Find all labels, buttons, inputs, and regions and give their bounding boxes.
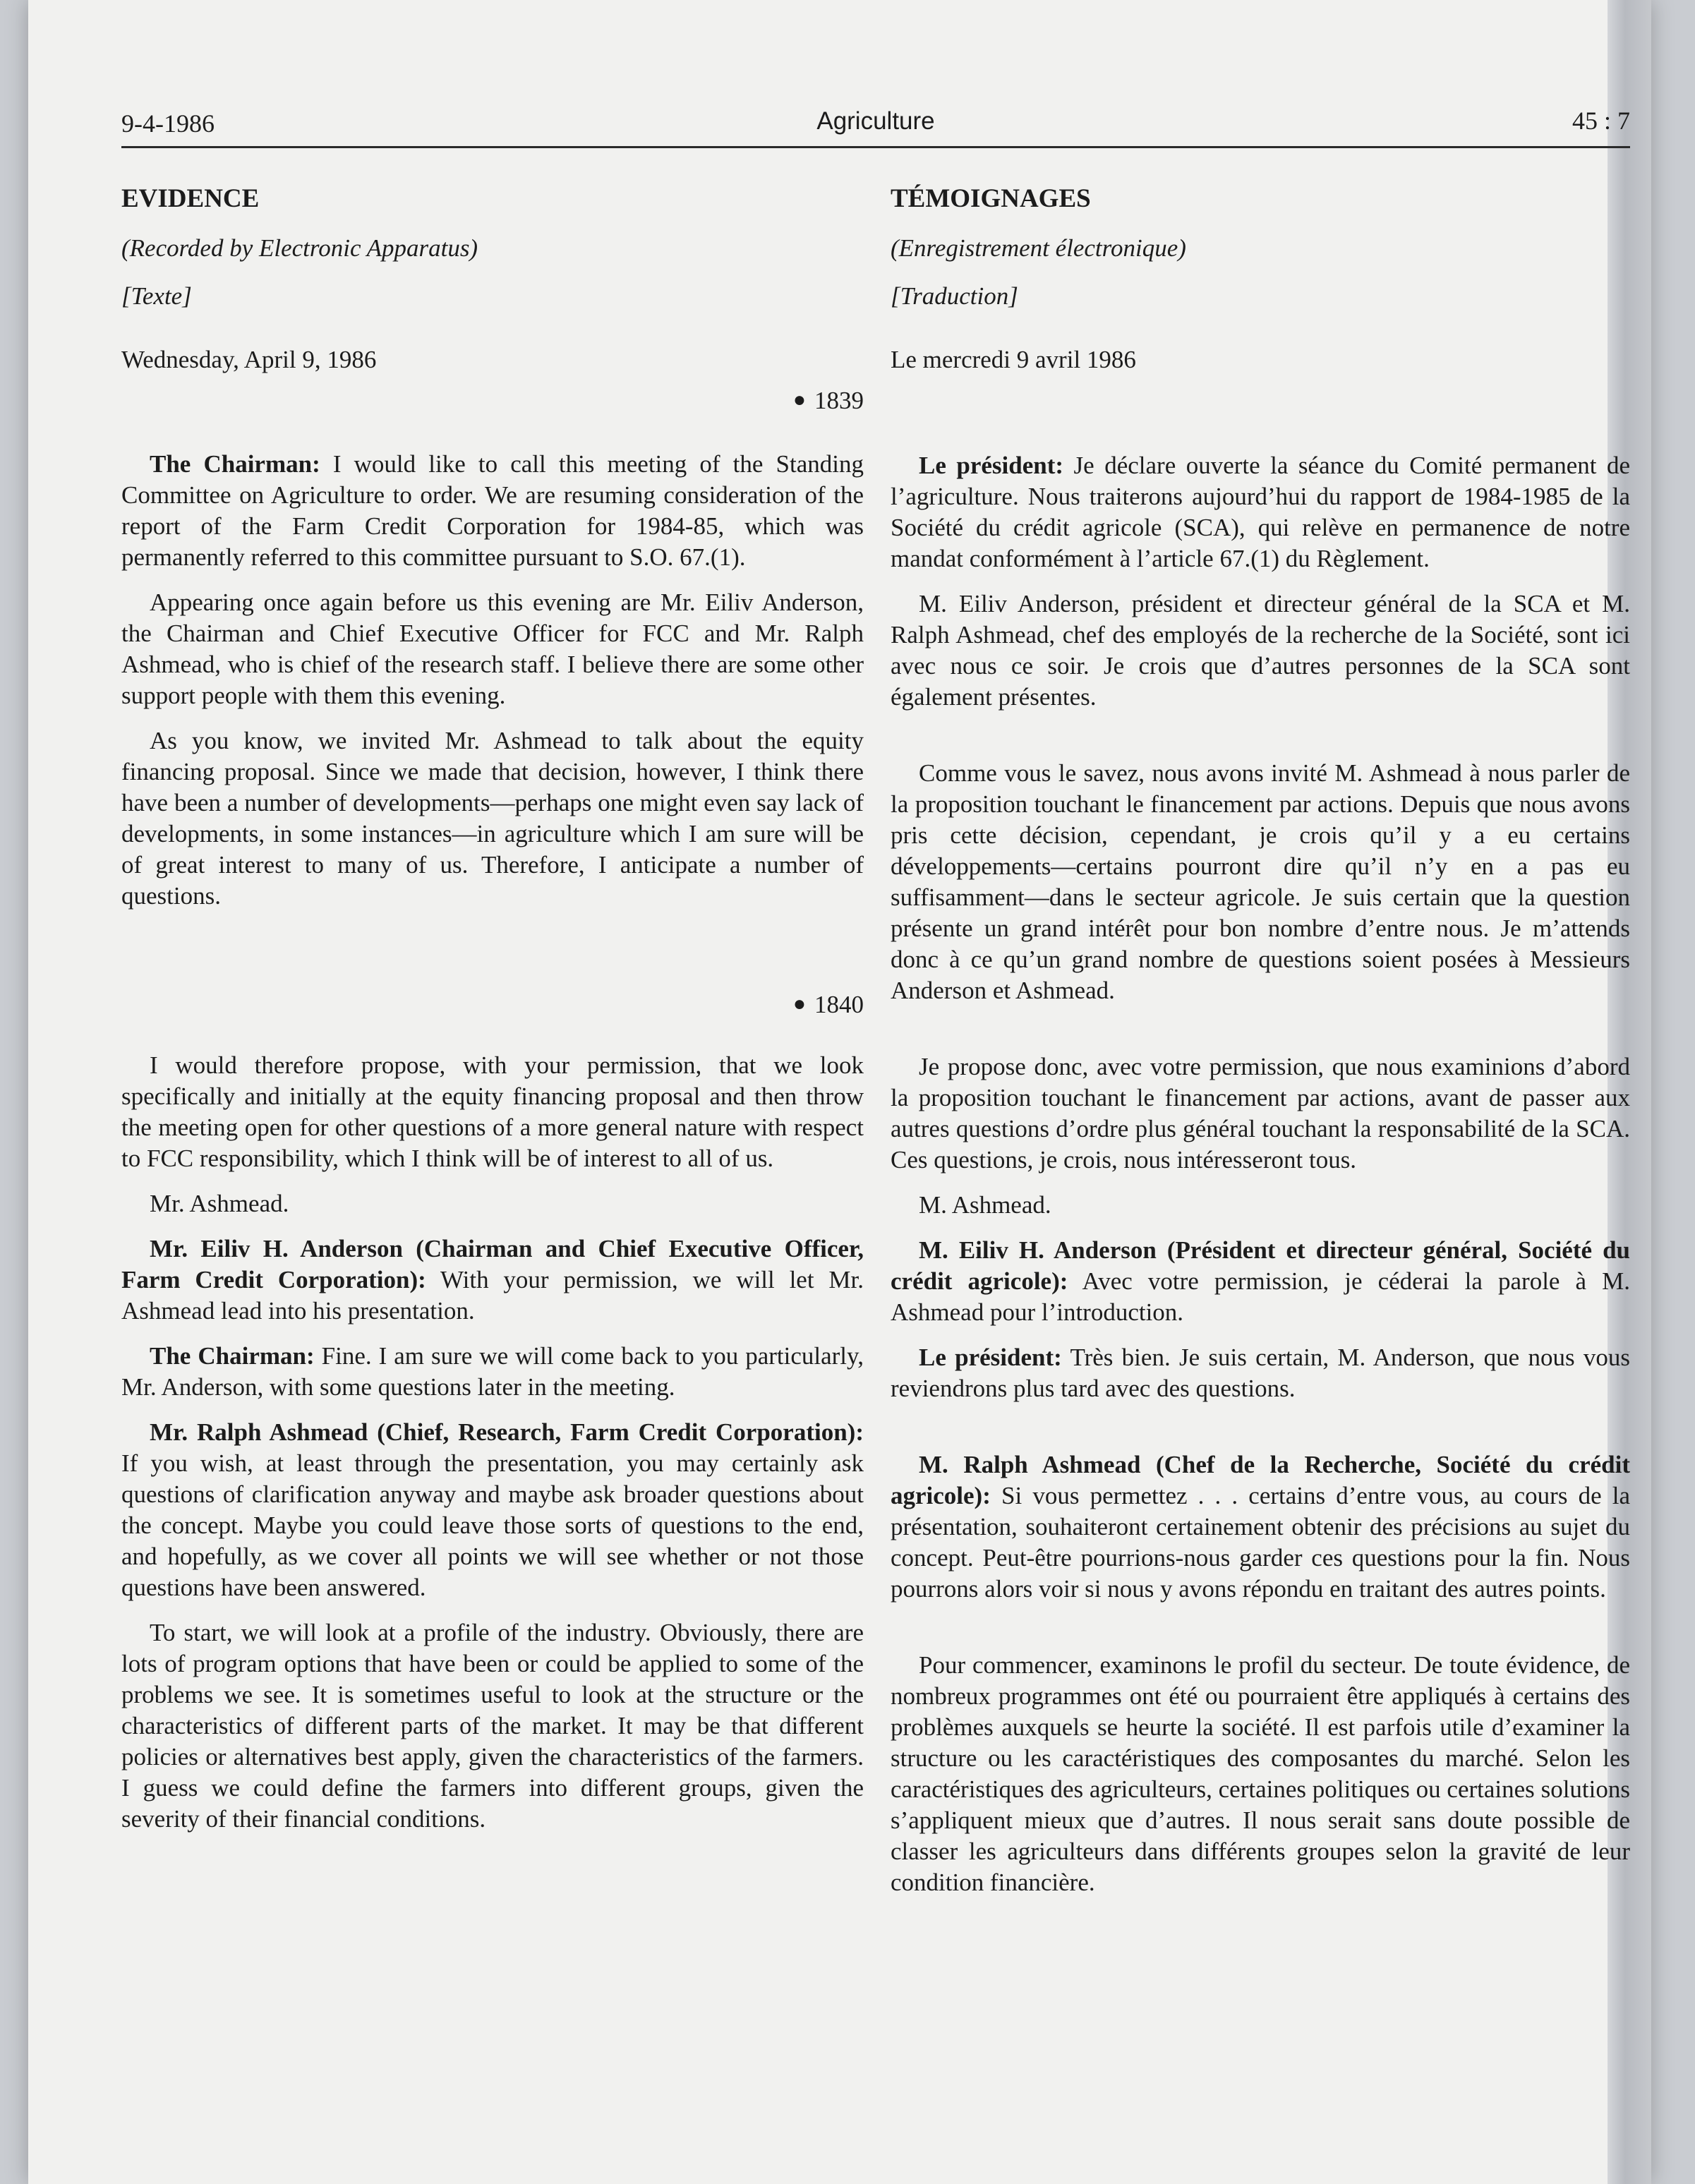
- speaker: Le président:: [919, 452, 1064, 479]
- recording-note: (Recorded by Electronic Apparatus): [121, 234, 478, 262]
- speaker: M. Eiliv H. Anderson (Président et directeur général, Société du crédit agricole):: [891, 1236, 1630, 1295]
- header-title: Agriculture: [816, 107, 935, 135]
- document-page: [28, 0, 1651, 2184]
- paragraph: [891, 1449, 1630, 1605]
- meeting-date: Wednesday, April 9, 1986: [121, 346, 377, 373]
- running-header: [121, 104, 1630, 144]
- speech: With your permission, we will let Mr. Ashmead lead into his presentation.: [121, 1266, 864, 1325]
- language-note: [Traduction]: [891, 282, 1018, 310]
- speaker: The Chairman:: [150, 1342, 315, 1370]
- paragraph: [891, 450, 1630, 574]
- paragraph: [891, 1342, 1630, 1404]
- bullet-icon: ●: [792, 992, 806, 1015]
- timestamp-value: 1839: [814, 387, 864, 414]
- paragraph: [121, 1341, 864, 1403]
- paragraph: Comme vous le savez, nous avons invité M. Ashmead à nous parler de la proposition touchant le financement par actions. Depuis que nous avons pris cette décision, cependant, je crois qu’il y a eu certains développements—certains pourront dire qu’il n’y en a pas eu suffisamment—dans le secteur agricole. Je suis certain que la question présente un grand intérêt pour bon nombre d’entre nous. Je m’attends donc à ce qu’un grand nombre de questions soient posées à Messieurs Anderson et Ashmead.: [891, 759, 1630, 1004]
- paragraph: Je propose donc, avec votre permission, que nous examinions d’abord la proposition touchant le financement par actions, avant de passer aux autres questions d’ordre plus général touchant la responsabilité de la SCA. Ces questions, je crois, nous intéresseront tous.: [891, 1053, 1630, 1174]
- speech: Avec votre permission, je céderai la parole à M. Ashmead pour l’introduction.: [891, 1267, 1630, 1326]
- meeting-date: Le mercredi 9 avril 1986: [891, 346, 1136, 373]
- paragraph: Pour commencer, examinons le profil du secteur. De toute évidence, de nombreux programmes ont été ou pourraient être appliqués à certains des problèmes auxquels se heurte la société. Il est parfois utile d’examiner la structure ou les caractéristiques des composantes du marché. Selon les caractéristiques des agriculteurs, certaines politiques ou certaines solutions s’appliquent mieux que d’autres. Il nous serait sans doute possible de classer les agriculteurs dans différents groupes selon la gravité de leur condition financière.: [891, 1651, 1630, 1896]
- paragraph: M. Ashmead.: [919, 1191, 1051, 1219]
- paragraph: [121, 449, 864, 573]
- bullet-icon: ●: [792, 388, 806, 411]
- section-heading: TÉMOIGNAGES: [891, 184, 1091, 213]
- speech: If you wish, at least through the presentation, you may certainly ask questions of clarification anyway and maybe ask broader questions about the concept. Maybe you could leave those sorts of questions to the end, and hopefully, as we cover all points we will see whether or not those questions have been answered.: [121, 1449, 864, 1601]
- french-column: [891, 183, 1630, 1898]
- speaker: M. Ralph Ashmead (Chef de la Recherche, Société du crédit agricole):: [891, 1451, 1630, 1509]
- english-column: [121, 183, 864, 1835]
- speaker: The Chairman:: [150, 450, 320, 478]
- speaker: Mr. Ralph Ashmead (Chief, Research, Farm Credit Corporation):: [150, 1418, 864, 1446]
- paragraph: Appearing once again before us this evening are Mr. Eiliv Anderson, the Chairman and Chief Executive Officer for FCC and Mr. Ralph Ashmead, who is chief of the research staff. I believe there are some other support people with them this evening.: [121, 589, 864, 709]
- speech: Si vous permettez . . . certains d’entre vous, au cours de la présentation, souhaiteront certainement obtenir des précisions au sujet du concept. Peut-être pourrions-nous garder ces questions pour la fin. Nous pourrons alors voir si nous y avons répondu en traitant des autres points.: [891, 1482, 1630, 1603]
- paragraph: [121, 1233, 864, 1327]
- timestamp: [121, 385, 864, 418]
- language-note: [Texte]: [121, 282, 192, 310]
- paragraph: I would therefore propose, with your permission, that we look specifically and initially at the equity financing proposal and then throw the meeting open for other questions of a more general nature with respect to FCC responsibility, which I think will be of interest to all of us.: [121, 1051, 864, 1172]
- speech: Très bien. Je suis certain, M. Anderson, que nous vous reviendrons plus tard avec des questions.: [891, 1344, 1630, 1402]
- speaker: Mr. Eiliv H. Anderson (Chairman and Chief Executive Officer, Farm Credit Corporation):: [121, 1235, 864, 1293]
- paragraph: Mr. Ashmead.: [150, 1190, 289, 1217]
- paragraph: [891, 1235, 1630, 1328]
- speech: Je déclare ouverte la séance du Comité permanent de l’agriculture. Nous traiterons aujourd’hui du rapport de 1984-1985 de la Société du crédit agricole (SCA), qui relève en permanence de notre mandat conformément à l’article 67.(1) du Règlement.: [891, 452, 1630, 572]
- paragraph: As you know, we invited Mr. Ashmead to talk about the equity financing proposal. Since we made that decision, however, I think there have been a number of developments—perhaps one might even say lack of developments, in some instances—in agriculture which I am sure will be of great interest to many of us. Therefore, I anticipate a number of questions.: [121, 727, 864, 910]
- recording-note: (Enregistrement électronique): [891, 234, 1186, 262]
- timestamp-value: 1840: [814, 991, 864, 1018]
- header-date: 9-4-1986: [121, 109, 215, 138]
- speech: Fine. I am sure we will come back to you particularly, Mr. Anderson, with some questions later in the meeting.: [121, 1342, 864, 1401]
- paragraph: To start, we will look at a profile of the industry. Obviously, there are lots of program options that have been or could be applied to some of the problems we see. It is sometimes useful to look at the structure or the characteristics of different parts of the market. It may be that different policies or alternatives best apply, given the characteristics of the farmers. I guess we could define the farmers into different groups, given the severity of their financial conditions.: [121, 1619, 864, 1833]
- speaker: Le président:: [919, 1344, 1062, 1371]
- paragraph: M. Eiliv Anderson, président et directeur général de la SCA et M. Ralph Ashmead, chef des employés de la recherche de la Société, sont ici avec nous ce soir. Je crois que d’autres personnes de la SCA sont également présentes.: [891, 590, 1630, 711]
- speech: I would like to call this meeting of the Standing Committee on Agriculture to order. We are resuming consideration of the report of the Farm Credit Corporation for 1984-85, which was permanently referred to this committee pursuant to S.O. 67.(1).: [121, 450, 864, 571]
- timestamp: [121, 989, 864, 1022]
- paragraph: [121, 1417, 864, 1603]
- section-heading: EVIDENCE: [121, 184, 260, 213]
- header-page-number: 45 : 7: [1572, 107, 1630, 135]
- header-rule: [121, 146, 1630, 148]
